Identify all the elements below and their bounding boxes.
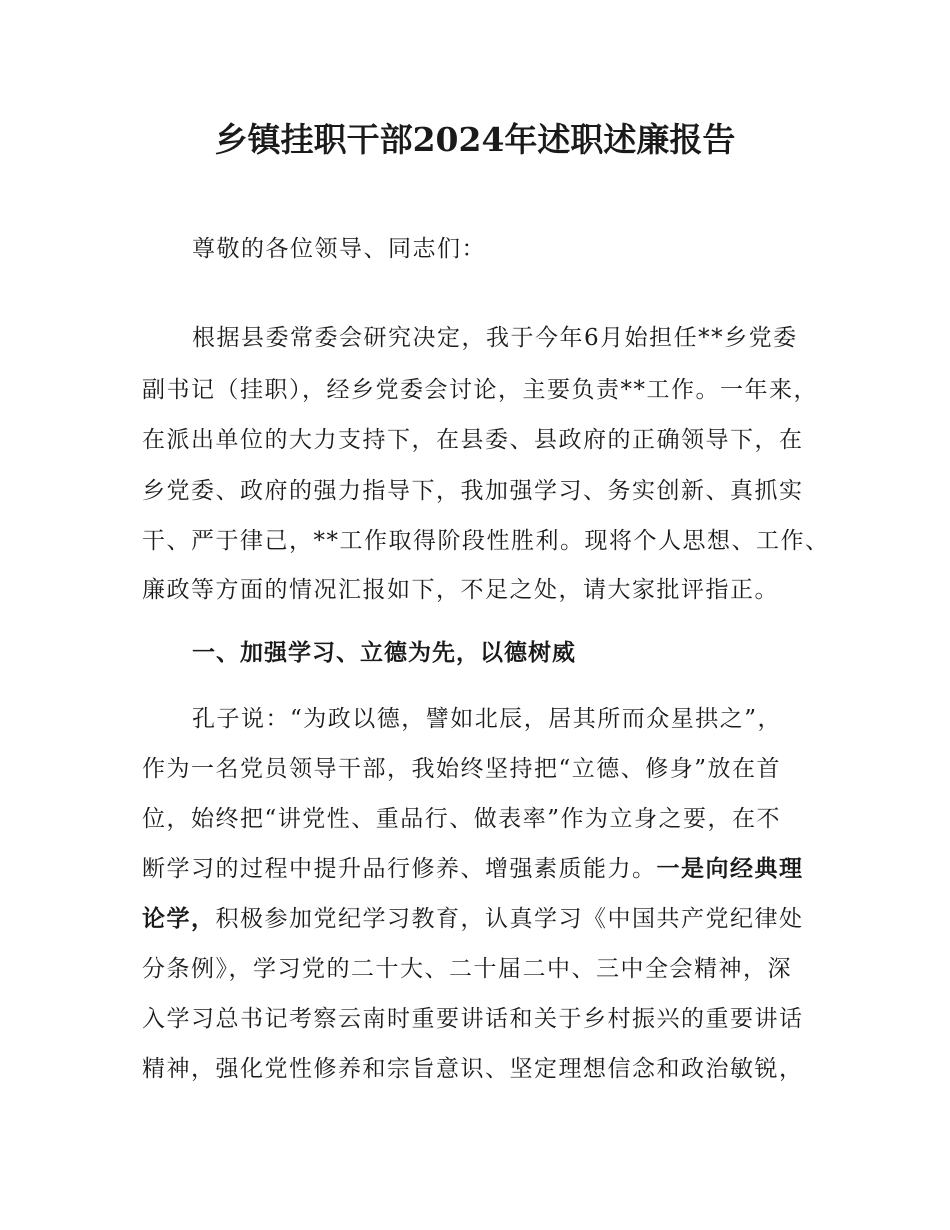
section-line-7: 入学习总书记考察云南时重要讲话和关于乡村振兴的重要讲话 [142, 1006, 804, 1032]
document-title: 乡镇挂职干部2024年述职述廉报告 [214, 120, 736, 159]
section-bold-phrase-a: 一是向经典理 [656, 856, 804, 882]
intro-line-5: 干、严于律己，**工作取得阶段性胜利。现将个人思想、工作、 [142, 528, 830, 554]
intro-line-2: 副书记（挂职），经乡党委会讨论，主要负责**工作。一年来， [142, 377, 818, 403]
section-line-2: 作为一名党员领导干部，我始终坚持把“立德、修身”放在首 [142, 756, 782, 782]
intro-line-4: 乡党委、政府的强力指导下，我加强学习、务实创新、真抓实 [142, 478, 804, 504]
section-bold-phrase-b: 论学， [142, 906, 216, 932]
section-line-8: 精神，强化党性修养和宗旨意识、坚定理想信念和政治敏锐， [142, 1056, 804, 1082]
intro-line-3: 在派出单位的大力支持下，在县委、县政府的正确领导下，在 [142, 427, 804, 453]
salutation: 尊敬的各位领导、同志们： [192, 236, 486, 262]
section-line-5 [142, 899, 832, 939]
section-line-4 [142, 849, 832, 889]
intro-line-1: 根据县委常委会研究决定，我于今年6月始担任**乡党委 [192, 325, 798, 351]
section-line-6: 分条例》，学习党的二十大、二十届二中、三中全会精神，深 [142, 956, 792, 982]
section-line-4-text: 断学习的过程中提升品行修养、增强素质能力。 [142, 856, 657, 882]
section-line-1: 孔子说：“为政以德，譬如北辰，居其所而众星拱之”， [192, 706, 783, 732]
section-heading: 一、加强学习、立德为先，以德树威 [192, 640, 576, 666]
section-line-3: 位，始终把“讲党性、重品行、做表率”作为立身之要，在不 [142, 806, 782, 832]
intro-line-6: 廉政等方面的情况汇报如下，不足之处，请大家批评指正。 [142, 577, 779, 603]
section-line-5-text: 积极参加党纪学习教育，认真学习《中国共产党纪律处 [215, 906, 804, 932]
